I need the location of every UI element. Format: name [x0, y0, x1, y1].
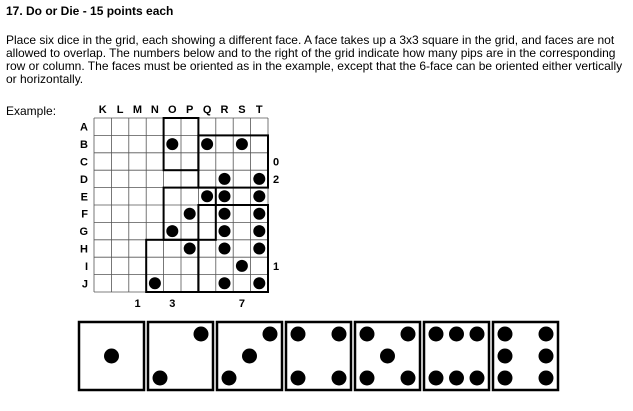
column-clue: 3 [169, 298, 176, 310]
row-label: B [80, 139, 88, 152]
row-label: A [80, 121, 88, 134]
example-label: Example: [6, 104, 57, 118]
row-clue: 1 [272, 260, 280, 273]
die-pip [194, 327, 209, 342]
die-pip [498, 349, 513, 364]
column-clue: 1 [134, 298, 141, 310]
die-pip [470, 371, 485, 386]
die-pip [539, 371, 554, 386]
die-pip [291, 327, 306, 342]
die-pip [104, 349, 119, 364]
die-pip [539, 327, 554, 342]
puzzle-title: 17. Do or Die - 15 points each [6, 4, 174, 18]
die-pip [263, 327, 278, 342]
row-label: H [80, 243, 88, 256]
die-pip [429, 327, 444, 342]
die-pip [291, 371, 306, 386]
die-pip [332, 371, 347, 386]
die-pip [401, 371, 416, 386]
die-pip [332, 327, 347, 342]
die-pip [360, 371, 375, 386]
row-label: J [81, 278, 88, 291]
die-pip [539, 349, 554, 364]
row-label: E [80, 191, 88, 204]
die-pip [498, 371, 513, 386]
row-label: D [80, 173, 88, 186]
column-label: Q [202, 104, 212, 116]
column-label: M [132, 104, 143, 116]
column-label: T [255, 104, 263, 116]
die-pip [401, 327, 416, 342]
row-label: G [79, 226, 88, 239]
die-pip [360, 327, 375, 342]
die-pip [470, 327, 485, 342]
column-label: O [168, 104, 177, 116]
die-pip [429, 371, 444, 386]
row-label: C [80, 156, 88, 169]
die-pip [498, 327, 513, 342]
die-pip [449, 371, 464, 386]
column-label: L [116, 104, 124, 116]
column-label: S [238, 104, 246, 116]
die-pip [153, 371, 168, 386]
die-pip [222, 371, 237, 386]
die-pip [242, 349, 257, 364]
puzzle-instructions: Place six dice in the grid, each showing a different face. A face takes up a 3x3 square in the grid, and faces are not allowed to overlap. The numbers below and to the right of the grid indicate how many pips are in the corresponding row or column. The faces must be oriented as in the example, except that the 6-face can be oriented either vertically or horizontally. [6, 33, 623, 86]
column-label: P [186, 104, 194, 116]
row-clue: 2 [272, 173, 280, 186]
die-pip [449, 327, 464, 342]
row-label: F [81, 208, 88, 221]
column-label: R [220, 104, 229, 116]
column-label: N [150, 104, 159, 116]
row-label: I [84, 260, 88, 273]
row-clue: 0 [272, 156, 280, 169]
column-label: K [98, 104, 107, 116]
column-clue: 7 [238, 298, 245, 310]
die-pip [380, 349, 395, 364]
